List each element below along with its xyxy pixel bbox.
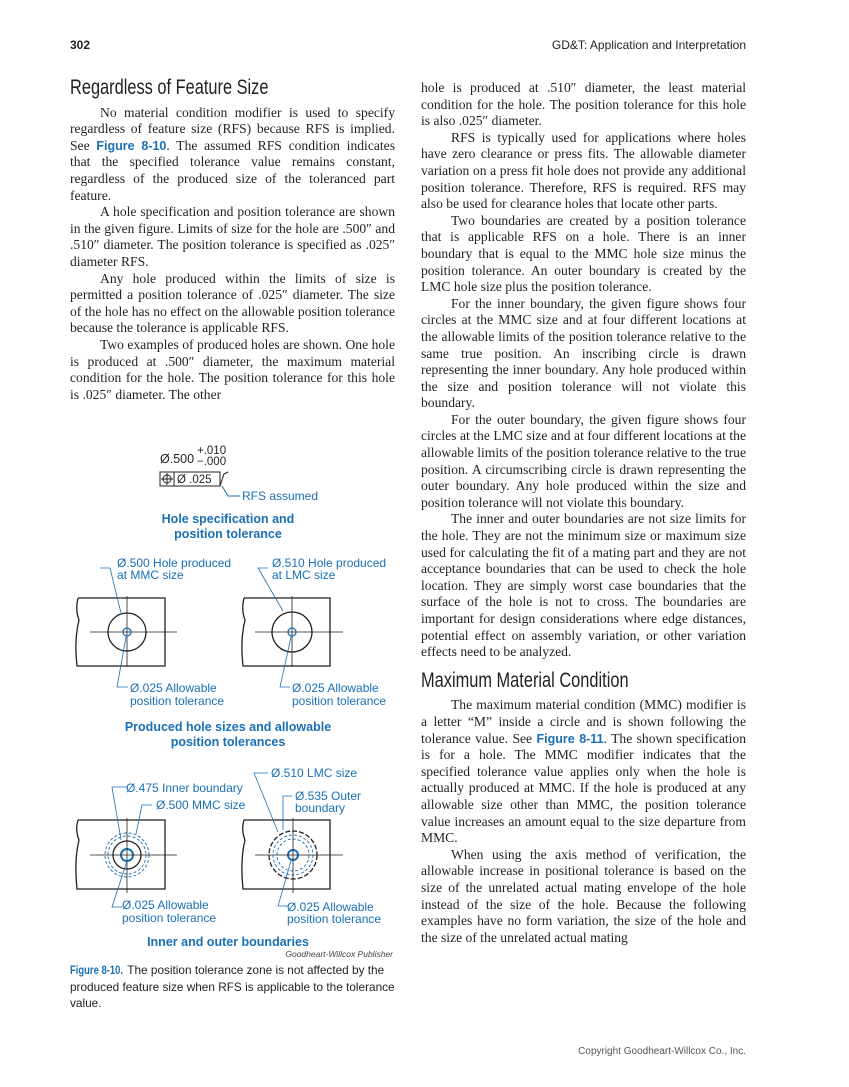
text: The maximum material condition (MMC) modifier is a letter “M” inside a circle and is shown following the tolerance value. See [421,697,746,746]
figure-caption [70,962,400,1012]
caption-1b: position tolerance [174,527,282,541]
figure-link[interactable]: Figure 8-11 [536,731,604,746]
figure-caption-label: Figure 8-10. [70,963,123,977]
caption-2b: position tolerances [170,735,286,749]
lmc-size-label: Ø.510 LMC size [271,766,358,780]
section-heading-mmc: Maximum Material Condition [421,668,629,692]
spec-minus: −.000 [197,456,227,468]
copyright: Copyright Goodheart-Willcox Co., Inc. [578,1046,746,1057]
text: . The shown specification is for a hole. The MMC modifier indicates that the specified tolerance value applies only when the hole is actually produced at MMC. If the hole is produced at any allowable size other than MMC, the position tolerance value increases an amount equal to the size departure from MMC. [421,730,747,846]
mmc-hole-label: Ø.500 Hole produced [117,556,232,570]
caption-3: Inner and outer boundaries [147,935,309,949]
paragraph: A hole specification and position tolerance are shown in the given figure. Limits of size for the hole are .500″ and .510″ diameter. The position tolerance is specified as .025″ diameter RFS. [70,204,395,269]
lmc-hole-label-2: at LMC size [272,568,336,582]
paragraph: Two boundaries are created by a position tolerance that is applicable RFS on a hole. There is an inner boundary that is equal to the MMC hole size minus the position tolerance. An outer boundary is created by the LMC hole size plus the position tolerance. [421,212,746,295]
publisher-credit: Goodheart-Willcox Publisher [285,949,393,959]
figure-caption-text: The position tolerance zone is not affected by the produced feature size when RFS is applicable to the tolerance value. [70,963,395,1010]
spec-size: Ø.500 [160,452,195,466]
tolerance-label-2: position tolerance [130,694,225,708]
running-title: GD&T: Application and Interpretation [551,38,746,52]
paragraph: For the inner boundary, the given figure shows four circles at the MMC size and at four different locations at the allowable limits of the position tolerance relative to the same true position. An inscribing circle is drawn representing the inner boundary. Any hole produced within the size and position tolerance will not violate this boundary. [421,295,746,411]
lmc-hole-drawing [242,568,343,687]
figure-link[interactable]: Figure 8-10 [96,138,167,153]
tolerance-label-2: position tolerance [287,912,382,926]
mmc-hole-drawing [76,568,177,687]
mmc-size-label: Ø.500 MMC size [156,798,246,812]
rfs-label: RFS assumed [242,489,319,503]
tolerance-label: Ø.025 Allowable [122,898,209,912]
tolerance-label-2: position tolerance [292,694,387,708]
inner-boundary-label: Ø.475 Inner boundary [126,781,243,795]
fcf-value: Ø .025 [177,474,212,486]
text: No material condition modifier is used to specify regardless of feature size (RFS) because RFS is implied. See [70,104,395,153]
tolerance-label: Ø.025 Allowable [287,900,374,914]
paragraph: Two examples of produced holes are shown. One hole is produced at .500″ diameter, the maximum material condition for the hole. The position tolerance for this hole is .025″ diameter. The other [70,336,395,402]
paragraph [421,697,746,846]
right-column [421,80,746,946]
caption-2: Produced hole sizes and allowable [124,720,332,734]
page-number: 302 [70,38,91,52]
paragraph: hole is produced at .510″ diameter, the least material condition for the hole. The position tolerance for this hole is also .025″ diameter. [421,80,746,129]
paragraph: RFS is typically used for applications where holes have zero clearance or press fits. The allowable diameter variation on a press fit hole does not provide any additional position tolerance. Therefore, RFS is required. RFS may also be used for clearance holes that locate other parts. [421,129,746,212]
paragraph: For the outer boundary, the given figure shows four circles at the LMC size and at four different locations at the allowable limits of the position tolerance relative to the true position. A circumscribing circle is drawn representing the outer boundary. Any hole produced within the size and position tolerance will not violate this boundary. [421,411,747,510]
outer-boundary-label-2: boundary [295,801,346,815]
tolerance-label-2: position tolerance [122,911,217,925]
paragraph: When using the axis method of verification, the allowable increase in positional tolerance is based on the size of the unrelated actual mating envelope of the hole instead of the size of the hole. Because the following examples have no form variation, the size of the hole and the size of the unrelated actual mating [421,846,746,945]
hole-spec [160,445,240,496]
section-heading-rfs: Regardless of Feature Size [70,76,269,99]
lmc-hole-label: Ø.510 Hole produced [272,556,387,570]
tolerance-label: Ø.025 Allowable [130,681,217,695]
paragraph: Any hole produced within the limits of size is permitted a position tolerance of .025″ diameter. The size of the hole has no effect on the allowable position tolerance because the tolerance is applicable RFS. [70,270,395,336]
paragraph: The inner and outer boundaries are not size limits for the hole. They are not the minimum size or maximum size used for calculating the fit of a mating part and they are not acceptance boundaries that can be used to check the hole location. They are simply worst case boundaries that the surface of the hole is not to cross. The boundaries are important for design considerations where edge distances, potential effect on assembly variation, or other variation effects need to be analyzed. [421,511,746,660]
text: . The assumed RFS condition indicates that the specified tolerance value remains constant, regardless of the produced size of the toleranced part feature. [70,137,395,203]
mmc-hole-label-2: at MMC size [117,568,184,582]
tolerance-label: Ø.025 Allowable [292,681,379,695]
spec-plus: +.010 [197,445,227,457]
outer-boundary-label: Ø.535 Outer [295,789,362,803]
caption-1: Hole specification and [161,512,295,526]
